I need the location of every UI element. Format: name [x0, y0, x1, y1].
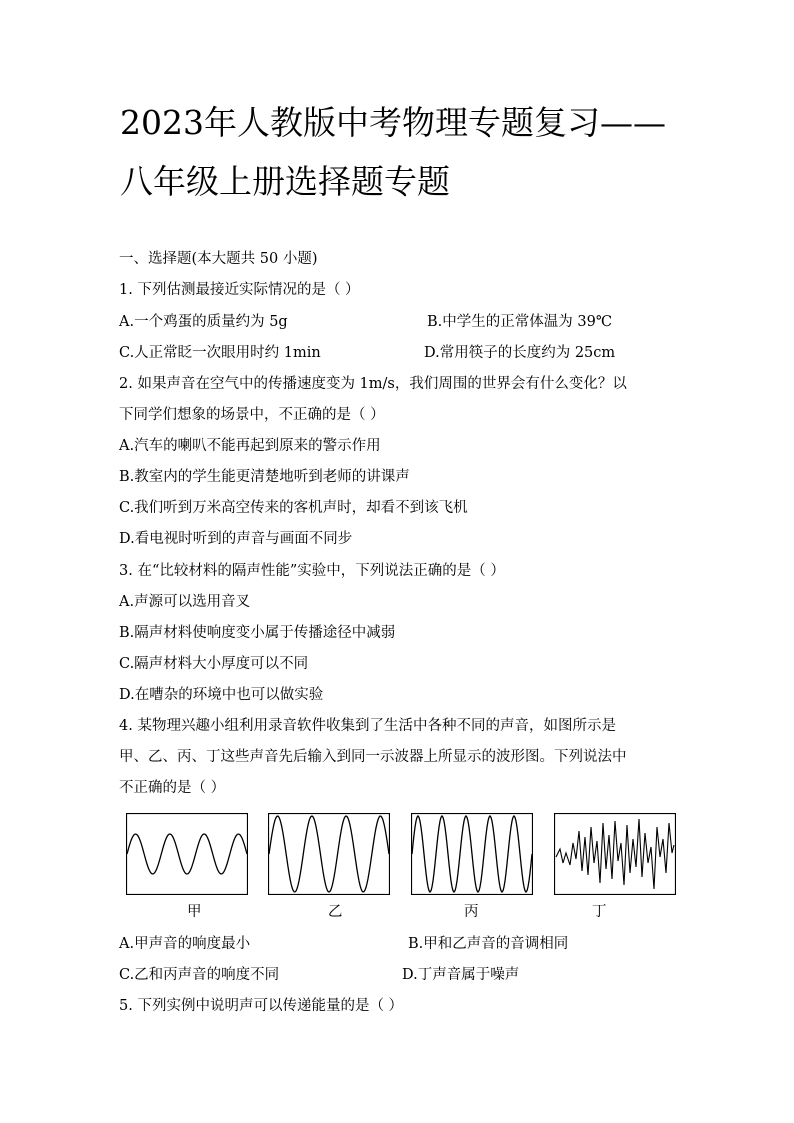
question-5-stem: 5. 下列实例中说明声可以传递能量的是（ ）	[119, 998, 404, 1014]
question-2-option-c: C.我们听到万米高空传来的客机声时，却看不到该飞机	[119, 500, 468, 516]
waveform-label-ding: 丁	[592, 904, 607, 920]
question-4-stem-line-3: 不正确的是（ ）	[119, 780, 226, 796]
question-3-option-c: C.隔声材料大小厚度可以不同	[119, 656, 309, 672]
waveform-jia-figure	[126, 813, 248, 895]
waveform-label-bing: 丙	[464, 904, 479, 920]
question-2-stem-line-2: 下同学们想象的场景中，不正确的是（ ）	[119, 407, 385, 423]
question-4-stem-line-2: 甲、乙、丙、丁这些声音先后输入到同一示波器上所显示的波形图。下列说法中	[119, 749, 627, 765]
question-2-option-d: D.看电视时听到的声音与画面不同步	[119, 531, 353, 547]
waveform-label-yi: 乙	[328, 904, 343, 920]
waveform-ding-figure	[554, 813, 676, 895]
question-4-stem-line-1: 4. 某物理兴趣小组利用录音软件收集到了生活中各种不同的声音，如图所示是	[119, 718, 616, 734]
question-3-option-d: D.在嘈杂的环境中也可以做实验	[119, 687, 324, 703]
question-3-stem: 3. 在“比较材料的隔声性能”实验中，下列说法正确的是（ ）	[119, 563, 505, 579]
question-1-option-c: C.人正常眨一次眼用时约 1min	[119, 345, 321, 361]
waveform-yi-figure	[268, 813, 390, 895]
question-1-option-d: D.常用筷子的长度约为 25cm	[424, 345, 616, 361]
page-title-line-2: 八年级上册选择题专题	[120, 162, 450, 201]
question-4-option-b: B.甲和乙声音的音调相同	[408, 936, 569, 952]
question-4-option-d: D.丁声音属于噪声	[402, 967, 520, 983]
question-4-option-a: A.甲声音的响度最小	[119, 936, 251, 952]
page-title-line-1: 2023年人教版中考物理专题复习——	[120, 103, 666, 142]
waveform-bing-figure	[411, 813, 533, 895]
question-3-option-a: A.声源可以选用音叉	[119, 594, 251, 610]
question-1-option-a: A.一个鸡蛋的质量约为 5g	[119, 314, 288, 330]
question-2-option-b: B.教室内的学生能更清楚地听到老师的讲课声	[119, 469, 410, 485]
question-4-option-c: C.乙和丙声音的响度不同	[119, 967, 280, 983]
question-1-option-b: B.中学生的正常体温为 39℃	[427, 314, 613, 330]
waveform-label-jia: 甲	[187, 904, 202, 920]
question-2-stem-line-1: 2. 如果声音在空气中的传播速度变为 1m/s，我们周围的世界会有什么变化？以	[119, 376, 627, 392]
question-3-option-b: B.隔声材料使响度变小属于传播途径中减弱	[119, 625, 396, 641]
question-1-stem: 1. 下列估测最接近实际情况的是（ ）	[119, 282, 360, 298]
section-heading: 一、选择题(本大题共 50 小题)	[119, 251, 318, 267]
question-2-option-a: A.汽车的喇叭不能再起到原来的警示作用	[119, 438, 381, 454]
